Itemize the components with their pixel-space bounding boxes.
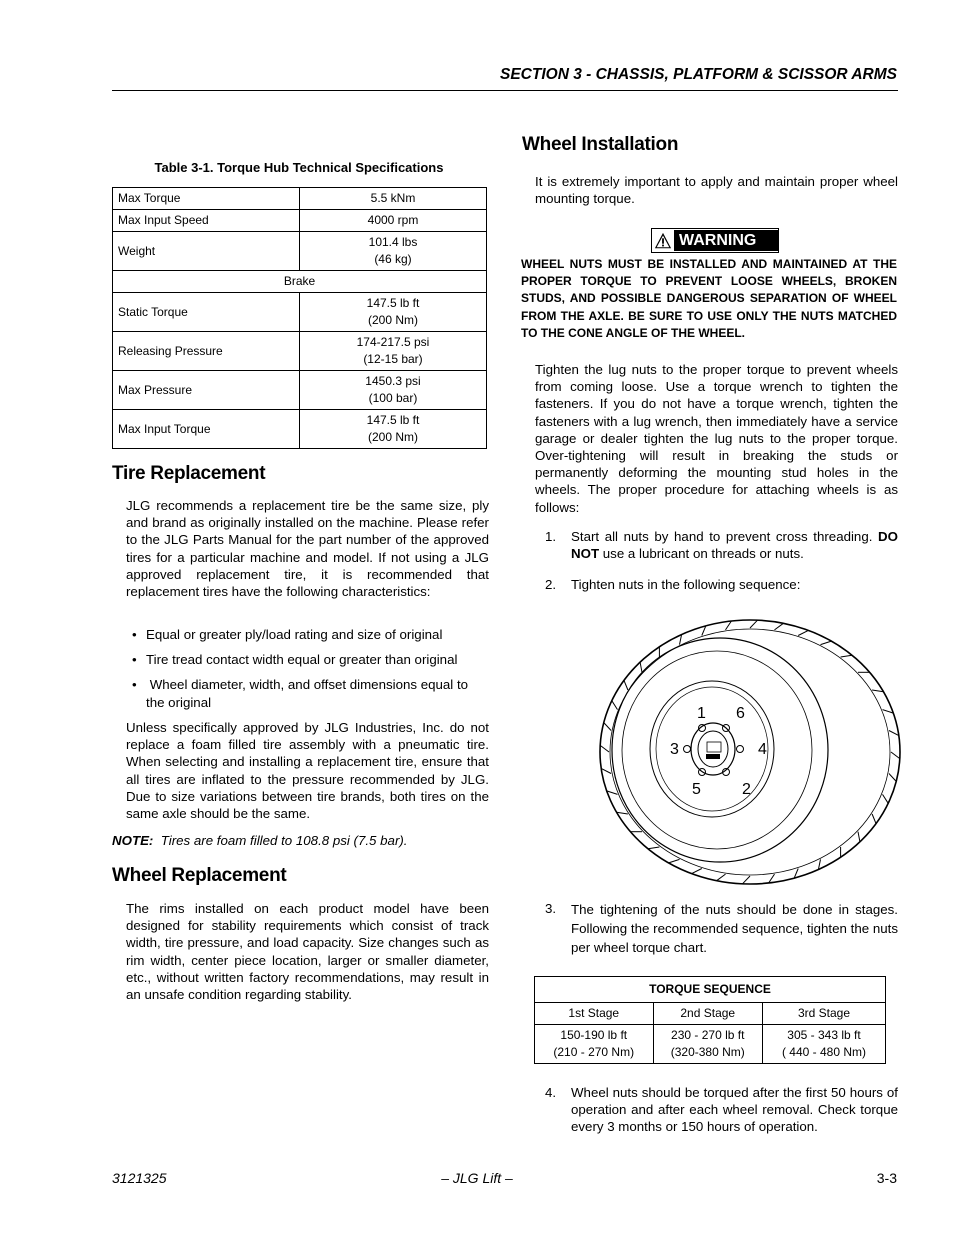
tread-lug	[891, 752, 900, 759]
table-row	[113, 188, 487, 210]
step-item	[545, 1084, 898, 1136]
spec-value-line: (100 bar)	[368, 391, 418, 405]
step-text: Wheel nuts should be torqued after the first 50 hours of operation and after each wheel removal. Check torque every 3 months or 150 hours of operation.	[571, 1085, 898, 1135]
step-number: 1.	[545, 529, 557, 544]
tread-lug	[750, 620, 758, 628]
spec-value-line: 147.5 lb ft	[366, 296, 420, 310]
tread-lug	[624, 680, 628, 690]
cell-line: 150-190 lb ft	[560, 1028, 628, 1042]
bullet-glyph: •	[132, 627, 137, 642]
tire-drawing	[600, 620, 900, 884]
tread-lug	[841, 655, 852, 657]
tread-lug	[600, 745, 609, 752]
column-header: 1st Stage	[535, 1003, 654, 1025]
list-item	[132, 626, 489, 643]
spec-value-line: 1450.3 psi	[365, 374, 421, 388]
spec-value-line: 174-217.5 psi	[356, 335, 430, 349]
bullet-text: Tire tread contact width equal or greater than original	[146, 652, 458, 668]
spec-value-line: (46 kg)	[374, 252, 412, 266]
warning-label: WARNING	[674, 230, 778, 251]
tread-lug	[889, 731, 899, 736]
tread-lug	[775, 623, 784, 630]
table-row	[113, 332, 487, 371]
cell-line: ( 440 - 480 Nm)	[781, 1045, 866, 1059]
tread-lug	[604, 723, 611, 731]
lug-number: 5	[692, 781, 701, 798]
lug-number: 4	[758, 741, 767, 758]
step-text	[571, 528, 898, 562]
tread-lug	[669, 859, 680, 863]
table-row	[113, 371, 487, 410]
table-row	[113, 271, 487, 293]
tread-lug	[798, 630, 808, 635]
spec-label: Max Input Speed	[113, 210, 300, 232]
step-item	[545, 528, 898, 562]
tread-lug	[889, 774, 896, 782]
lug-number: 6	[736, 705, 745, 722]
spec-value: 5.5 kNm	[300, 188, 487, 210]
tread-lug	[692, 869, 702, 874]
tread-lug	[717, 874, 726, 881]
spec-label: Static Torque	[113, 293, 300, 332]
note-text: Tires are foam filled to 108.8 psi (7.5 bar).	[160, 833, 408, 848]
wheel-installation-intro: It is extremely important to apply and maintain proper wheel mounting torque.	[535, 174, 898, 207]
tread-lug	[612, 701, 618, 710]
spec-label: Weight	[113, 232, 300, 271]
rim-drawing	[650, 681, 774, 817]
spec-value-line: 147.5 lb ft	[366, 413, 420, 427]
table-row	[535, 1003, 886, 1025]
table-caption: Table 3-1. Torque Hub Technical Specifications	[154, 160, 444, 175]
doc-number: 3121325	[112, 1170, 167, 1186]
cell-line: (210 - 270 Nm)	[553, 1045, 635, 1059]
tread-lug	[883, 794, 889, 803]
spec-value: 4000 rpm	[300, 210, 487, 232]
cell-line: 305 - 343 lb ft	[787, 1028, 861, 1042]
step-number: 4.	[545, 1085, 557, 1100]
step-item	[545, 900, 898, 957]
table-cell	[535, 1025, 654, 1064]
table-cell	[653, 1025, 762, 1064]
wheel-lug-sequence-diagram	[582, 614, 902, 890]
spec-value-line: (200 Nm)	[367, 313, 418, 327]
table-title: TORQUE SEQUENCE	[535, 977, 886, 1003]
bullet-glyph: •	[132, 677, 137, 693]
lug-number: 2	[742, 781, 751, 798]
tread-lug	[821, 641, 832, 645]
wheel-replacement-body: The rims installed on each product model have been designed for stability requirements which consist of track width, tire pressure, and load capacity. Size changes such as rim width, center piece location, larger or smaller diameter, etc., without written factory recommendations, may result in an unsafe condition regarding stability.	[126, 901, 489, 1003]
spec-value-line: 101.4 lbs	[368, 235, 418, 249]
step-number: 2.	[545, 577, 557, 592]
spec-label: Max Torque	[113, 188, 300, 210]
torque-sequence-table	[534, 976, 886, 1064]
list-item	[132, 651, 489, 668]
note-label: NOTE:	[112, 833, 154, 848]
table-row	[113, 232, 487, 271]
table-row	[113, 210, 487, 232]
table-row	[535, 977, 886, 1003]
tread-lug	[872, 814, 876, 824]
spec-value-line: (200 Nm)	[367, 430, 418, 444]
spec-value	[300, 232, 487, 271]
section-title: SECTION 3 - CHASSIS, PLATFORM & SCISSOR ARMS	[500, 66, 897, 83]
lug-number: 1	[697, 705, 706, 722]
tire-replacement-body: Unless specifically approved by JLG Industries, Inc. do not replace a foam filled tire assembly with a pneumatic tire. When selecting and installing a replacement tire, ensure that all tires are inflated to the pressure recommended by JLG. Due to size variations between tire brands, both tires on the same axle should be the same.	[126, 720, 489, 822]
step-number: 3.	[545, 901, 557, 916]
column-header: 2nd Stage	[653, 1003, 762, 1025]
tire-replacement-heading: Tire Replacement	[112, 463, 266, 484]
cell-line: (320-380 Nm)	[670, 1045, 745, 1059]
footer-center: – JLG Lift –	[441, 1170, 513, 1186]
step-text-part: Start all nuts by hand to prevent cross threading.	[571, 529, 879, 544]
table-cell	[762, 1025, 885, 1064]
spec-label: Max Pressure	[113, 371, 300, 410]
table-row	[113, 293, 487, 332]
spec-label: Max Input Torque	[113, 410, 300, 449]
tread-lug	[601, 768, 611, 773]
torque-hub-spec-table	[112, 187, 487, 449]
warning-badge	[651, 228, 779, 253]
tread-lug	[743, 876, 751, 884]
table-row	[535, 1025, 886, 1064]
wheel-installation-body: Tighten the lug nuts to the proper torque to prevent wheels from coming loose. Use a torque wrench to tighten the fasteners. If you do not have a torque wrench, tighten the fasteners with a lug wrench, then immediately have a service garage or dealer tighten the lug nuts to the proper torque. Over-tightening will result in breaking the studs or permanently deforming the mounting stud holes in the wheels. The proper procedure for attaching wheels is as follows:	[535, 362, 898, 515]
spec-group-label: Brake	[113, 271, 487, 293]
bullet-text: Equal or greater ply/load rating and size of original	[146, 627, 443, 642]
bullet-text: Wheel diameter, width, and offset dimensions equal to the original	[146, 677, 472, 710]
spec-value	[300, 293, 487, 332]
note	[112, 833, 408, 848]
warning-triangle-icon	[654, 232, 672, 250]
step-item	[545, 576, 898, 593]
bullet-list	[132, 626, 489, 711]
warning-text: WHEEL NUTS MUST BE INSTALLED AND MAINTAINED AT THE PROPER TORQUE TO PREVENT LOOSE WHEELS, BROKEN STUDS, AND POSSIBLE DANGEROUS SEPARATION OF WHEEL FROM THE AXLE. BE SURE TO USE ONLY THE NUTS MATCHED TO THE CONE ANGLE OF THE WHEEL.	[521, 257, 897, 340]
step-text: The tightening of the nuts should be done in stages. Following the recommended sequence, tighten the nuts per wheel torque chart.	[571, 902, 898, 955]
step-text: Tighten nuts in the following sequence:	[571, 577, 801, 592]
bullet-glyph: •	[132, 652, 137, 668]
list-item	[132, 676, 489, 710]
cell-line: 230 - 270 lb ft	[671, 1028, 745, 1042]
lug-number: 3	[670, 741, 679, 758]
tread-lug	[640, 662, 642, 672]
tread-lug	[858, 832, 860, 842]
wheel-installation-heading: Wheel Installation	[522, 134, 679, 155]
wheel-replacement-heading: Wheel Replacement	[112, 865, 287, 886]
header-divider	[112, 90, 898, 91]
step-emphasis: DO NOT	[571, 529, 898, 562]
column-header: 3rd Stage	[762, 1003, 885, 1025]
tire-replacement-intro: JLG recommends a replacement tire be the same size, ply and brand as originally installed on the machine. Please refer to the JLG Parts Manual for the part number of the approved tires for a particular machine and model. If not using a JLG approved replacement tire, it is recommended that replacement tires have the following characteristics:	[126, 498, 489, 600]
spec-value	[300, 371, 487, 410]
spec-label: Releasing Pressure	[113, 332, 300, 371]
spec-value	[300, 332, 487, 371]
step-text-part: use a lubricant on threads or nuts.	[599, 546, 804, 562]
spec-value	[300, 410, 487, 449]
tread-lug	[648, 847, 659, 849]
page-number: 3-3	[876, 1170, 897, 1186]
spec-value-line: (12-15 bar)	[363, 352, 423, 366]
table-row	[113, 410, 487, 449]
